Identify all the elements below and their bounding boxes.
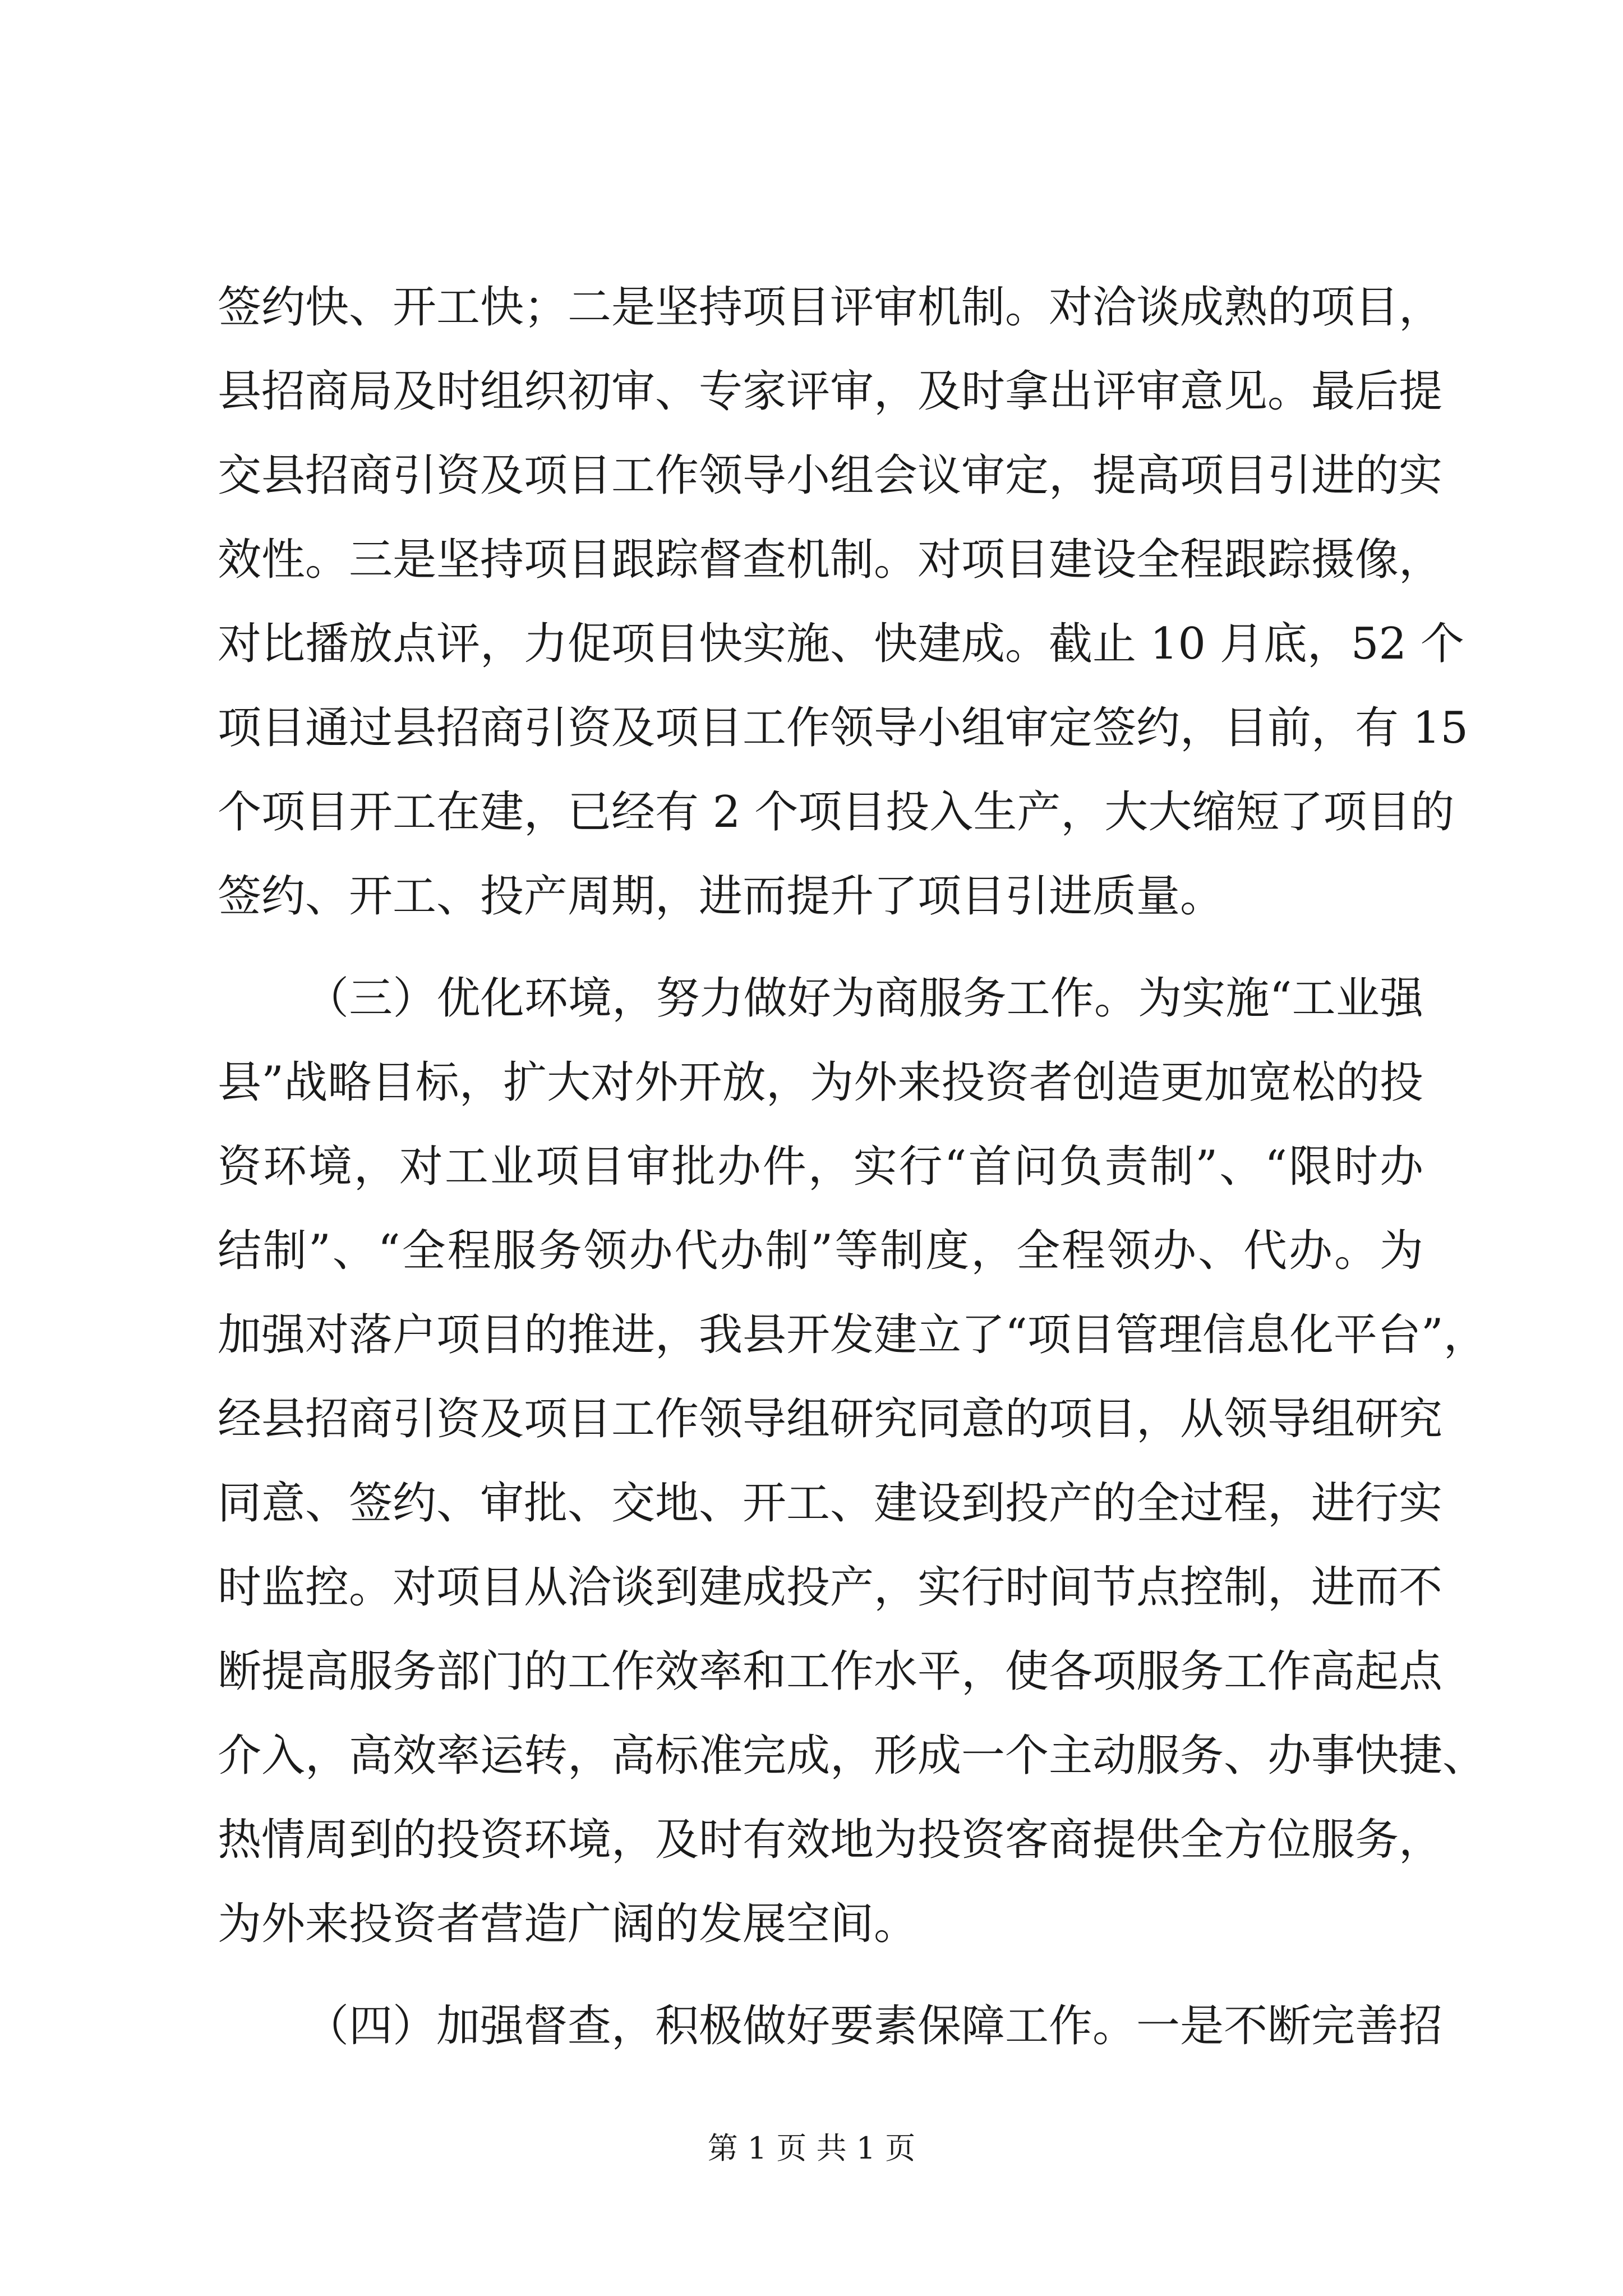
text-line: 效性。三是坚持项目跟踪督查机制。对项目建设全程跟踪摄像， [218,535,1443,585]
text-line: 交县招商引资及项目工作领导小组会议审定，提高项目引进的实 [218,450,1443,501]
text-line: 热情周到的投资环境，及时有效地为投资客商提供全方位服务， [218,1815,1443,1865]
text-line: 介入，高效率运转，高标准完成，形成一个主动服务、办事快捷、 [218,1731,1487,1781]
page-footer: 第 1 页 共 1 页 [707,2131,916,2166]
text-line: 项目通过县招商引资及项目工作领导小组审定签约，目前，有 15 [218,703,1469,753]
text-line: 时监控。对项目从洽谈到建成投产，实行时间节点控制，进而不 [218,1562,1443,1613]
text-line: 签约、开工、投产周期，进而提升了项目引进质量。 [218,871,1224,922]
text-line: 加强对落户项目的推进，我县开发建立了“项目管理信息化平台”， [218,1310,1487,1360]
text-line: 资环境，对工业项目审批办件，实行“首问负责制”、“限时办 [218,1142,1423,1192]
section-heading-line: （三）优化环境，努力做好为商服务工作。为实施“工业强 [305,973,1423,1024]
text-line: 县”战略目标，扩大对外开放，为外来投资者创造更加宽松的投 [218,1057,1423,1108]
text-line: 断提高服务部门的工作效率和工作水平，使各项服务工作高起点 [218,1646,1443,1697]
text-line: 同意、签约、审批、交地、开工、建设到投产的全过程，进行实 [218,1478,1443,1529]
text-line: 结制”、“全程服务领办代办制”等制度，全程领办、代办。为 [218,1226,1423,1276]
text-line: 经县招商引资及项目工作领导组研究同意的项目，从领导组研究 [218,1394,1443,1444]
text-line: 对比播放点评，力促项目快实施、快建成。截止 10 月底，52 个 [218,619,1464,669]
text-line: 个项目开工在建，已经有 2 个项目投入生产，大大缩短了项目的 [218,787,1455,838]
text-line: 为外来投资者营造广阔的发展空间。 [218,1899,918,1949]
section-heading-line: （四）加强督查，积极做好要素保障工作。一是不断完善招 [305,2001,1443,2051]
text-line: 县招商局及时组织初审、专家评审，及时拿出评审意见。最后提 [218,366,1443,417]
text-line: 签约快、开工快；二是坚持项目评审机制。对洽谈成熟的项目， [218,282,1443,333]
